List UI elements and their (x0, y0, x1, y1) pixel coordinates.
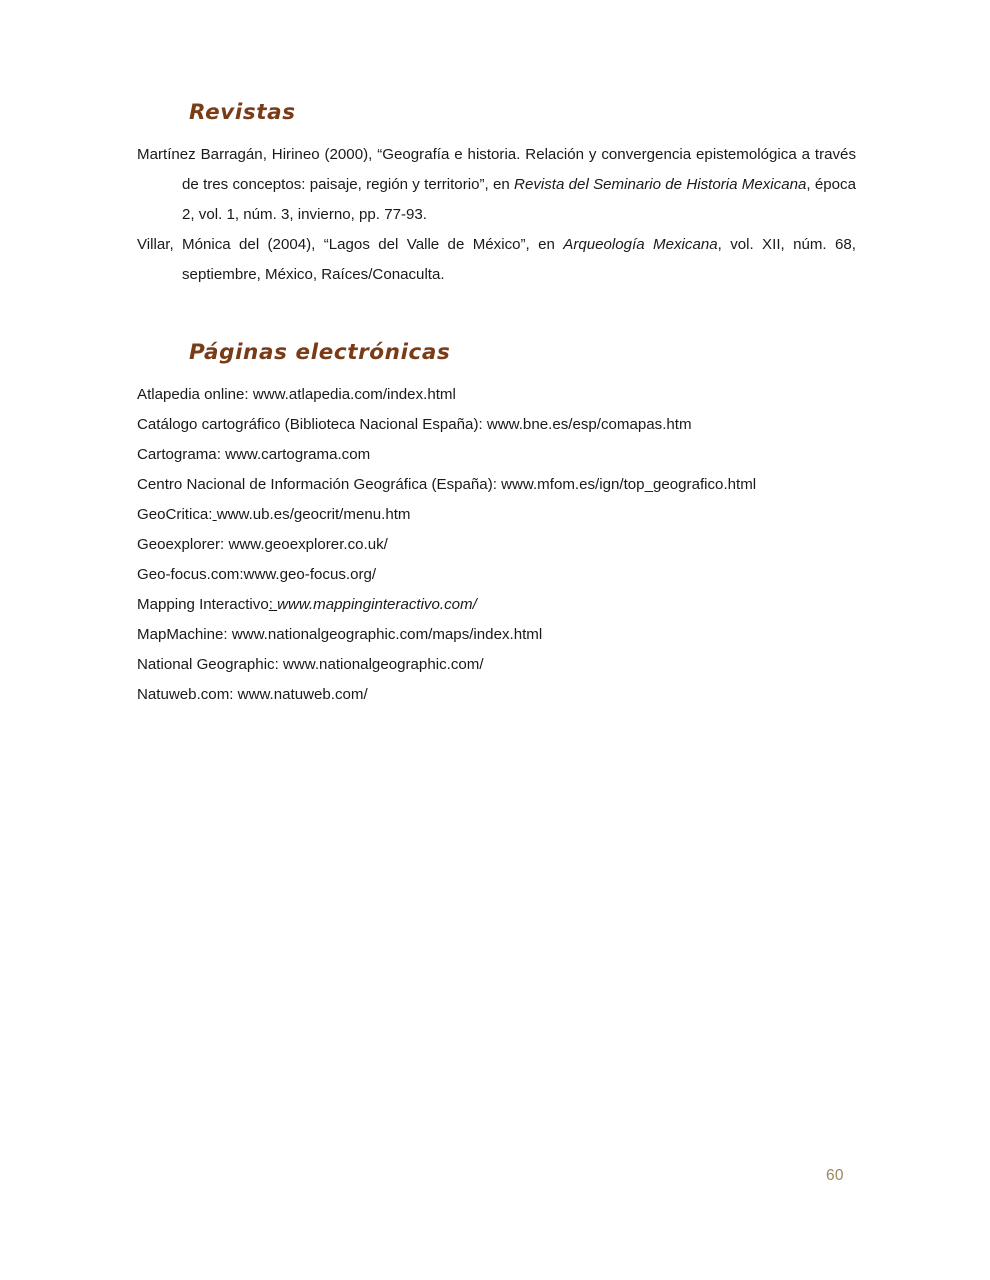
bib-entry-title-italic: Revista del Seminario de Historia Mexicana (514, 175, 807, 193)
web-link-line (137, 620, 856, 650)
web-link-url[interactable]: www.geoexplorer.co.uk/ (228, 535, 388, 553)
web-link-label: National Geographic: (137, 655, 283, 673)
web-link-line (137, 410, 856, 440)
web-link-url[interactable]: www.atlapedia.com/index.html (252, 385, 456, 403)
section-heading-paginas-electronicas: Páginas electrónicas (189, 339, 451, 365)
web-link-url[interactable]: www.cartograma.com (225, 445, 371, 463)
document-body (137, 100, 856, 710)
web-link-label: Centro Nacional de Información Geográfica (España): (137, 475, 502, 493)
web-link-label: Geo-focus.com: (137, 565, 244, 583)
bibliography-list-revistas (137, 140, 856, 290)
web-link-line (137, 650, 856, 680)
web-link-url[interactable]: www.nationalgeographic.com/ (283, 655, 484, 673)
web-link-url[interactable]: www.mappinginteractivo.com/ (277, 595, 477, 613)
web-link-label: Cartograma: (137, 445, 226, 463)
web-link-line (137, 440, 856, 470)
web-link-line (137, 470, 856, 500)
web-link-label: GeoCritica: (137, 505, 213, 523)
web-links-list (137, 380, 856, 710)
web-link-line (137, 380, 856, 410)
web-link-label: Geoexplorer: (137, 535, 229, 553)
bib-entry-text-after: , vol. XII, núm. 68, septiembre, México, Raíces/Conaculta. (182, 235, 856, 283)
page-number: 60 (826, 1167, 844, 1184)
web-link-line (137, 680, 856, 710)
bibliography-entry (137, 230, 856, 290)
web-link-label: Atlapedia online: (137, 385, 253, 403)
web-link-url[interactable]: www.geo-focus.org/ (243, 565, 377, 583)
web-link-label: Natuweb.com: (137, 685, 238, 703)
web-link-separator: : (268, 595, 278, 613)
bibliography-entry (137, 140, 856, 230)
web-link-line (137, 500, 856, 530)
web-link-line (137, 560, 856, 590)
web-link-url[interactable]: www.natuweb.com/ (237, 685, 368, 703)
section-heading-revistas: Revistas (189, 100, 296, 125)
web-link-url[interactable]: www.ub.es/geocrit/menu.htm (216, 505, 411, 523)
web-link-url[interactable]: www.bne.es/esp/comapas.htm (486, 415, 692, 433)
web-link-url[interactable]: www.nationalgeographic.com/maps/index.html (231, 625, 543, 643)
web-link-label: Mapping Interactivo (137, 595, 269, 613)
bib-entry-title-italic: Arqueología Mexicana (563, 235, 718, 253)
web-link-line (137, 530, 856, 560)
section-spacer (137, 290, 856, 340)
web-link-url[interactable]: www.mfom.es/ign/top_geografico.html (501, 475, 757, 493)
bib-entry-text-before: Villar, Mónica del (2004), “Lagos del Valle de México”, en (137, 235, 564, 253)
bib-entry-text-after: , época 2, vol. 1, núm. 3, invierno, pp. 77-93. (182, 175, 856, 223)
web-link-line (137, 590, 856, 620)
web-link-label: MapMachine: (137, 625, 232, 643)
bib-entry-text-before: Martínez Barragán, Hirineo (2000), “Geografía e historia. Relación y convergencia epistemológica a través de tres conceptos: paisaje, región y territorio”, en (137, 145, 856, 193)
web-link-label: Catálogo cartográfico (Biblioteca Nacional España): (137, 415, 487, 433)
